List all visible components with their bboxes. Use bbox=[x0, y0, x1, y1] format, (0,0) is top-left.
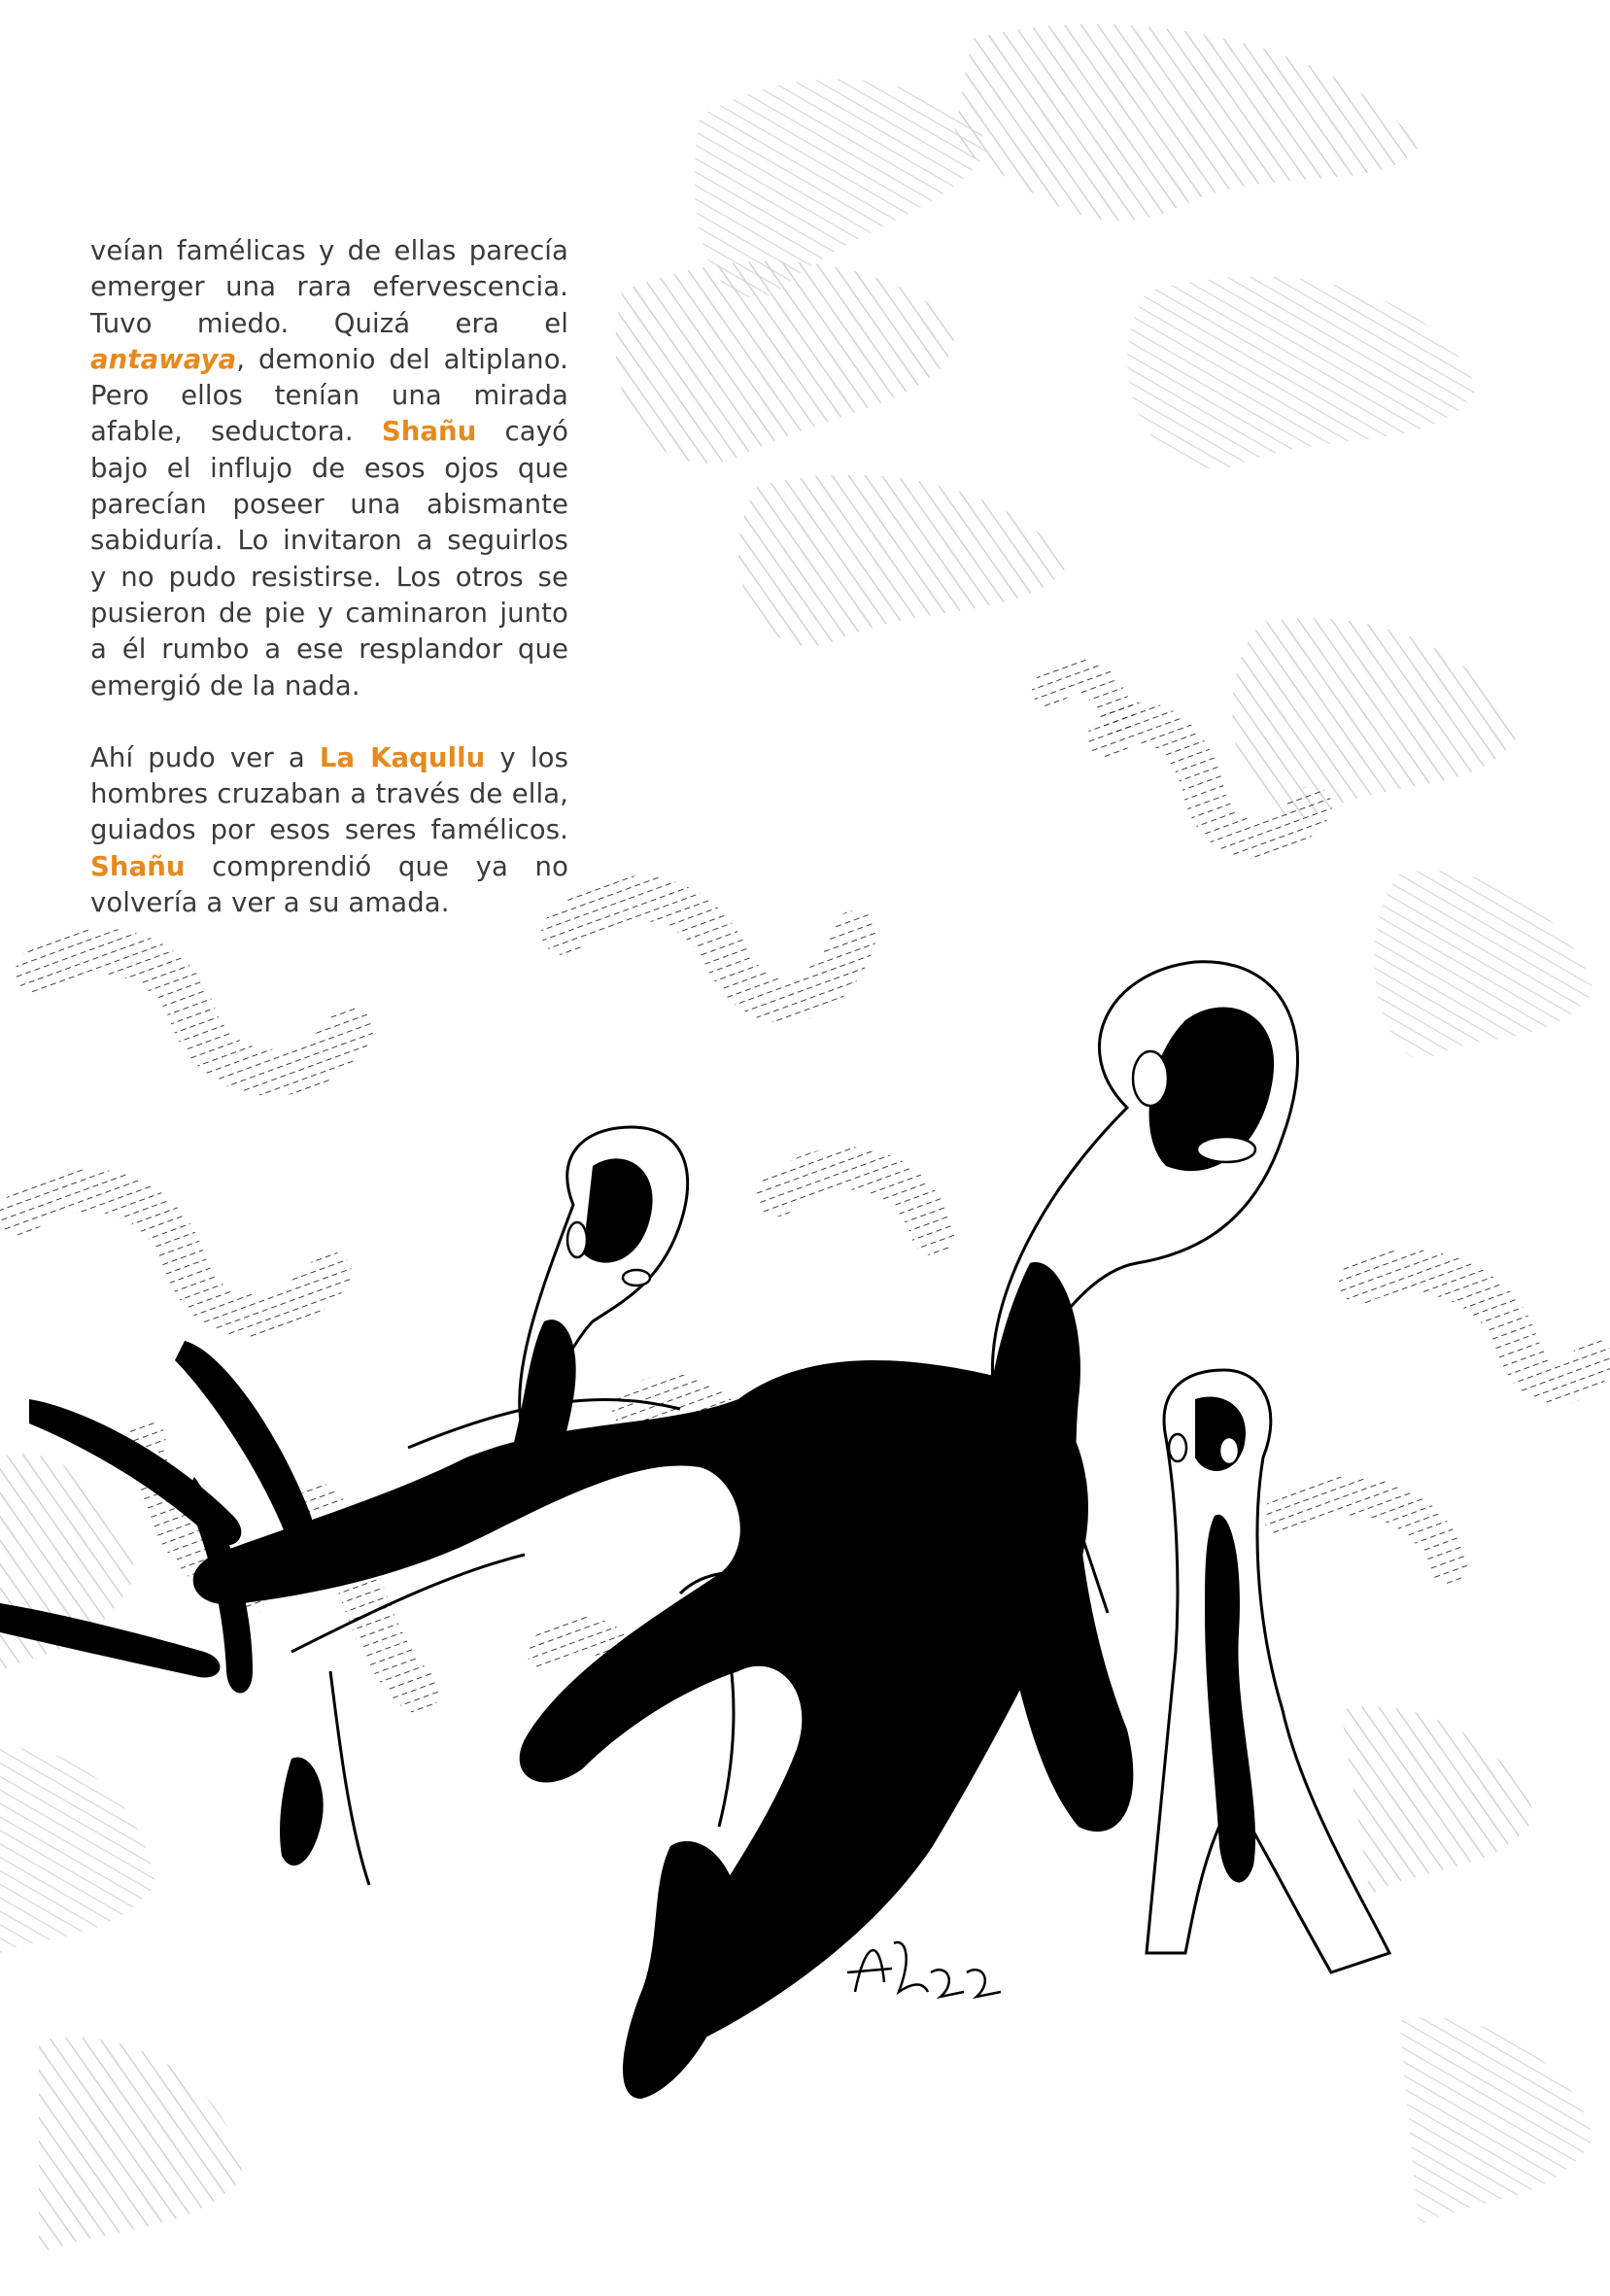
paragraph-2 bbox=[90, 740, 568, 921]
text-segment: veían famélicas y de ellas parecía emerger una rara efervescencia. Tuvo miedo. Quizá era el bbox=[90, 235, 568, 339]
text-segment: comprendió que ya no volvería a ver a su amada. bbox=[90, 850, 568, 919]
text-segment: cayó bajo el influjo de esos ojos que parecían poseer una abismante sabiduría. Lo invitaron a seguirlos y no pudo resistirse. Los otros se pusieron de pie y caminaron junto a él rumbo a ese resplandor que emergió de la nada. bbox=[90, 416, 568, 702]
text-segment: , demonio del altiplano. Pero ellos tenían una mirada afable, seductora. bbox=[90, 343, 568, 448]
artist-signature bbox=[847, 1942, 1001, 1997]
highlighted-name-shanu: Shañu bbox=[381, 416, 477, 448]
paragraph-1 bbox=[90, 233, 568, 704]
highlighted-term-antawaya: antawaya bbox=[90, 343, 237, 375]
text-segment: y los hombres cruzaban a través de ella, guiados por esos seres famélicos. bbox=[90, 741, 568, 846]
highlighted-name-la-kaqullu: La Kaqullu bbox=[319, 741, 486, 773]
text-segment: Ahí pudo ver a bbox=[90, 741, 320, 773]
highlighted-name-shanu: Shañu bbox=[90, 850, 186, 882]
story-text bbox=[90, 233, 568, 957]
